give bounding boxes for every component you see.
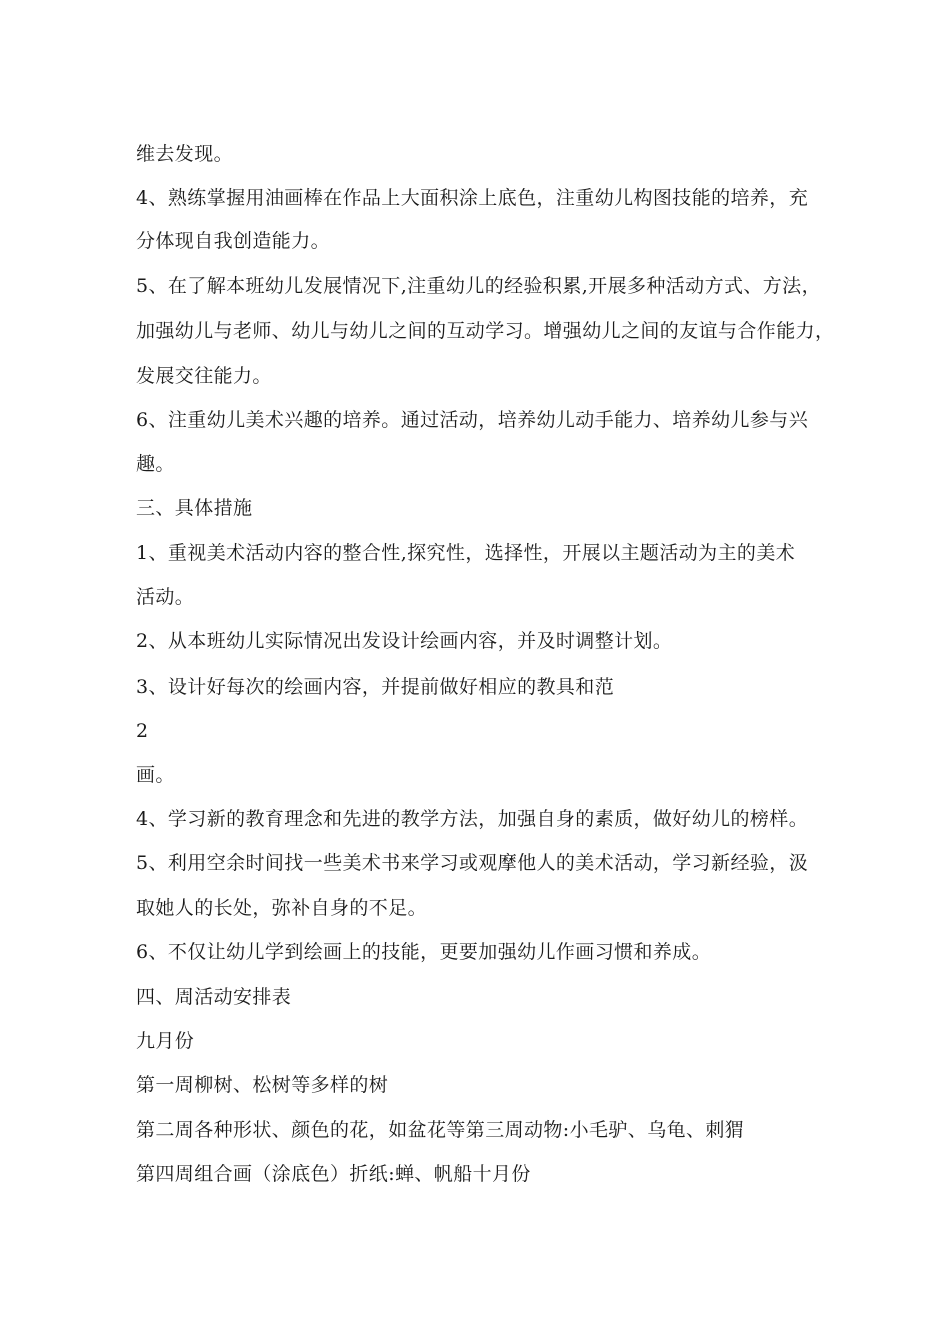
text-line-8: 趣。 bbox=[136, 453, 175, 475]
text-line-19: 6、不仅让幼儿学到绘画上的技能，更要加强幼儿作画习惯和养成。 bbox=[136, 941, 712, 963]
week-4-activity: 第四周组合画（涂底色）折纸:蝉、帆船十月份 bbox=[136, 1163, 531, 1185]
text-line-17: 5、利用空余时间找一些美术书来学习或观摩他人的美术活动，学习新经验，汲 bbox=[136, 852, 809, 874]
text-line-4: 5、在了解本班幼儿发展情况下,注重幼儿的经验积累,开展多种活动方式、方法， bbox=[136, 275, 821, 297]
week-1-activity: 第一周柳树、松树等多样的树 bbox=[136, 1074, 389, 1096]
section-heading-schedule: 四、周活动安排表 bbox=[136, 986, 292, 1008]
text-line-16: 4、学习新的教育理念和先进的教学方法，加强自身的素质，做好幼儿的榜样。 bbox=[136, 808, 809, 830]
text-line-5: 加强幼儿与老师、幼儿与幼儿之间的互动学习。增强幼儿之间的友谊与合作能力， bbox=[136, 320, 835, 342]
page-number: 2 bbox=[136, 720, 149, 742]
text-line-13: 3、设计好每次的绘画内容，并提前做好相应的教具和范 bbox=[136, 676, 615, 698]
text-line-10: 1、重视美术活动内容的整合性,探究性，选择性，开展以主题活动为主的美术 bbox=[136, 542, 796, 564]
week-2-3-activity: 第二周各种形状、颜色的花，如盆花等第三周动物:小毛驴、乌龟、刺猬 bbox=[136, 1119, 745, 1141]
text-line-6: 发展交往能力。 bbox=[136, 365, 272, 387]
text-line-7: 6、注重幼儿美术兴趣的培养。通过活动，培养幼儿动手能力、培养幼儿参与兴 bbox=[136, 409, 809, 431]
month-label-september: 九月份 bbox=[136, 1030, 195, 1052]
text-line-1: 维去发现。 bbox=[136, 143, 234, 165]
text-line-18: 取她人的长处，弥补自身的不足。 bbox=[136, 897, 428, 919]
text-line-3: 分体现自我创造能力。 bbox=[136, 230, 331, 252]
text-line-2: 4、熟练掌握用油画棒在作品上大面积涂上底色，注重幼儿构图技能的培养，充 bbox=[136, 187, 809, 209]
section-heading-measures: 三、具体措施 bbox=[136, 497, 253, 519]
text-line-12: 2、从本班幼儿实际情况出发设计绘画内容，并及时调整计划。 bbox=[136, 630, 673, 652]
text-line-11: 活动。 bbox=[136, 586, 195, 608]
text-line-15: 画。 bbox=[136, 764, 175, 786]
